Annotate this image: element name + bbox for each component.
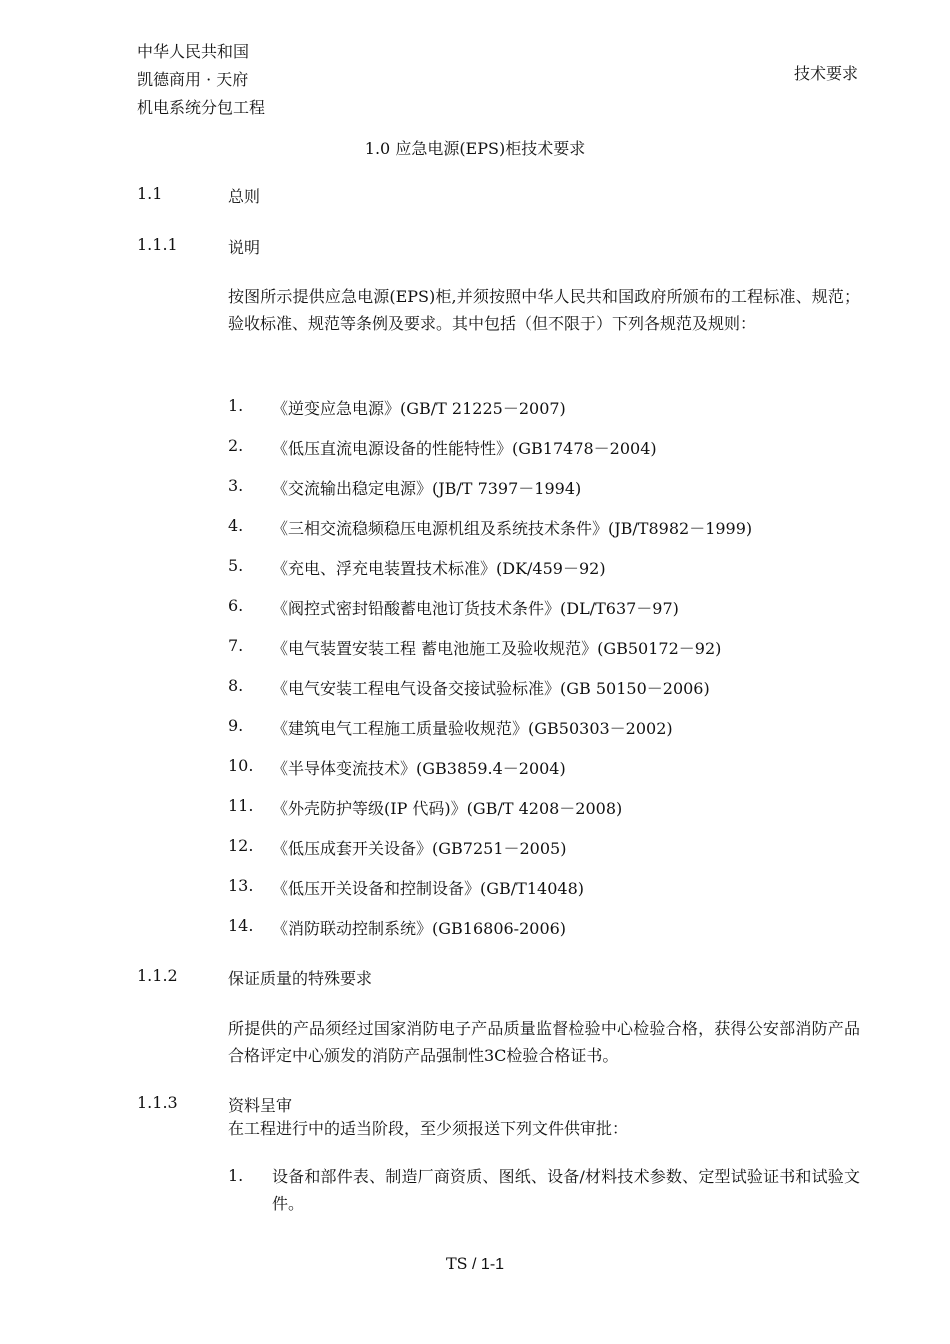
standard-title: 《交流输出稳定电源》(JB/T 7397－1994) [272, 479, 582, 498]
list-number: 1. [228, 1166, 244, 1185]
header-left [137, 38, 265, 122]
standard-title: 《低压成套开关设备》(GB7251－2005) [272, 839, 567, 858]
standard-title: 《外壳防护等级(IP 代码)》(GB/T 4208－2008) [272, 799, 623, 818]
standard-number: 1. [228, 396, 244, 415]
standard-number: 9. [228, 716, 244, 735]
list-item-text: 设备和部件表、制造厂商资质、图纸、设备/材料技术参数、定型试验证书和试验文件。 [272, 1167, 860, 1213]
standard-number: 8. [228, 676, 244, 695]
header-right: 技术要求 [793, 64, 858, 83]
standard-number: 2. [228, 436, 244, 455]
standard-title: 《阀控式密封铅酸蓄电池订货技术条件》(DL/T637－97) [272, 599, 679, 618]
page-number: / 1-1 [467, 1256, 505, 1273]
standard-title: 《充电、浮充电装置技术标准》(DK/459－92) [272, 559, 606, 578]
section-title: 保证质量的特殊要求 [228, 969, 373, 988]
section-paragraph: 按图所示提供应急电源(EPS)柜,并须按照中华人民共和国政府所颁布的工程标准、规范；验收标准、规范等条例及要求。其中包括（但不限于）下列各规范及规则： [228, 287, 860, 333]
standard-number: 4. [228, 516, 244, 535]
standard-number: 10. [228, 756, 254, 775]
section-number: 1.1.3 [137, 1093, 178, 1112]
standard-number: 13. [228, 876, 254, 895]
standard-title: 《半导体变流技术》(GB3859.4－2004) [272, 759, 566, 778]
header-contract: 机电系统分包工程 [137, 98, 266, 117]
standard-title: 《电气装置安装工程 蓄电池施工及验收规范》(GB50172－92) [272, 639, 722, 658]
standard-number: 5. [228, 556, 244, 575]
section-number: 1.1.1 [137, 235, 178, 254]
header-country: 中华人民共和国 [137, 42, 250, 61]
standard-number: 12. [228, 836, 254, 855]
standard-number: 3. [228, 476, 244, 495]
standard-title: 《三相交流稳频稳压电源机组及系统技术条件》(JB/T8982－1999) [272, 519, 753, 538]
standard-title: 《逆变应急电源》(GB/T 21225－2007) [272, 399, 566, 418]
standard-number: 14. [228, 916, 254, 935]
standard-title: 《低压直流电源设备的性能特性》(GB17478－2004) [272, 439, 657, 458]
standard-number: 11. [228, 796, 254, 815]
standard-title: 《电气安装工程电气设备交接试验标准》(GB 50150－2006) [272, 679, 710, 698]
section-number: 1.1 [137, 184, 163, 203]
header-project: 凯德商用 · 天府 [137, 70, 249, 89]
section-paragraph: 在工程进行中的适当阶段，至少须报送下列文件供审批： [228, 1119, 629, 1138]
standard-title: 《低压开关设备和控制设备》(GB/T14048) [272, 879, 584, 898]
standard-number: 7. [228, 636, 244, 655]
page-footer [0, 1254, 950, 1274]
section-number: 1.1.2 [137, 966, 178, 985]
section-paragraph: 所提供的产品须经过国家消防电子产品质量监督检验中心检验合格，获得公安部消防产品合格评定中心颁发的消防产品强制性3C检验合格证书。 [228, 1019, 860, 1065]
standard-title: 《消防联动控制系统》(GB16806-2006) [272, 919, 567, 938]
section-title: 总则 [228, 187, 261, 206]
section-title: 资料呈审 [228, 1096, 293, 1115]
footer-prefix: TS [445, 1254, 468, 1273]
section-title: 说明 [228, 238, 261, 257]
standard-title: 《建筑电气工程施工质量验收规范》(GB50303－2002) [272, 719, 673, 738]
standard-number: 6. [228, 596, 244, 615]
document-title: 1.0 应急电源(EPS)柜技术要求 [364, 139, 586, 158]
